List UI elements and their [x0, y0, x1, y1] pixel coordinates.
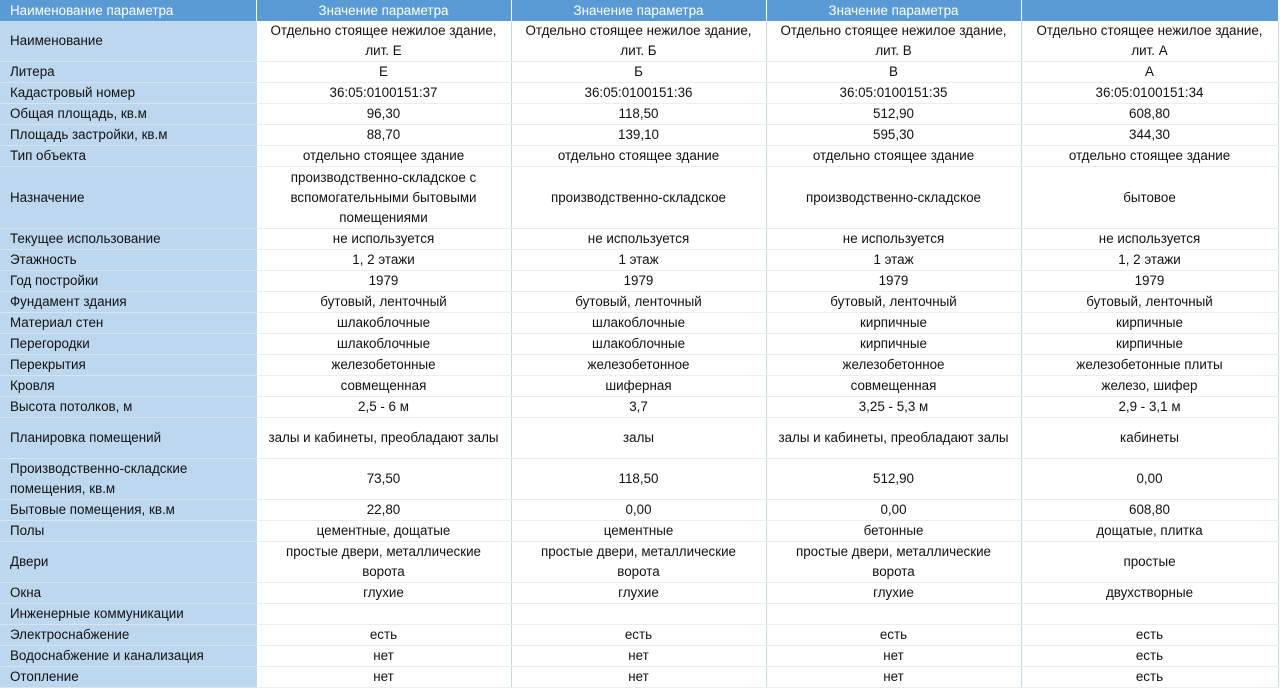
- value-cell: [766, 604, 1021, 625]
- value-cell: производственно-складское: [766, 167, 1021, 229]
- table-row: [0, 459, 1278, 500]
- value-cell: Е: [256, 62, 511, 83]
- value-cell: А: [1021, 62, 1278, 83]
- value-cell: 1, 2 этажи: [1021, 250, 1278, 271]
- value-cell: глухие: [766, 583, 1021, 604]
- table-row: [0, 334, 1278, 355]
- row-label: Водоснабжение и канализация: [0, 646, 256, 667]
- value-cell: шиферная: [511, 376, 766, 397]
- row-label: Площадь застройки, кв.м: [0, 125, 256, 146]
- row-label: Электроснабжение: [0, 625, 256, 646]
- header-row: [0, 0, 1278, 21]
- table-row: [0, 104, 1278, 125]
- value-cell: цементные, дощатые: [256, 521, 511, 542]
- row-label: Материал стен: [0, 313, 256, 334]
- value-cell: 595,30: [766, 125, 1021, 146]
- value-cell: 1979: [511, 271, 766, 292]
- table-row: [0, 397, 1278, 418]
- row-label: Год постройки: [0, 271, 256, 292]
- table-row: [0, 376, 1278, 397]
- value-cell: железобетонное: [511, 355, 766, 376]
- value-cell: 118,50: [511, 104, 766, 125]
- value-cell: 1979: [1021, 271, 1278, 292]
- value-cell: совмещенная: [766, 376, 1021, 397]
- value-cell: простые двери, металлические ворота: [256, 542, 511, 583]
- value-cell: отдельно стоящее здание: [766, 146, 1021, 167]
- value-cell: железобетонные плиты: [1021, 355, 1278, 376]
- value-cell: нет: [511, 646, 766, 667]
- value-cell: В: [766, 62, 1021, 83]
- value-cell: 0,00: [511, 500, 766, 521]
- row-label: Высота потолков, м: [0, 397, 256, 418]
- value-cell: производственно-складское с вспомогательными бытовыми помещениями: [256, 167, 511, 229]
- value-cell: 1979: [766, 271, 1021, 292]
- row-label: Тип объекта: [0, 146, 256, 167]
- table-row: [0, 229, 1278, 250]
- row-label: Этажность: [0, 250, 256, 271]
- value-cell: бутовый, ленточный: [766, 292, 1021, 313]
- value-cell: бетонные: [766, 521, 1021, 542]
- row-label: Назначение: [0, 167, 256, 229]
- table-row: [0, 667, 1278, 688]
- row-label: Наименование: [0, 21, 256, 62]
- value-cell: отдельно стоящее здание: [511, 146, 766, 167]
- table-row: [0, 313, 1278, 334]
- value-cell: шлакоблочные: [511, 334, 766, 355]
- value-cell: залы: [511, 418, 766, 459]
- header-parameter-name: Наименование параметра: [0, 0, 256, 21]
- value-cell: 0,00: [766, 500, 1021, 521]
- row-label: Окна: [0, 583, 256, 604]
- value-cell: железобетонное: [766, 355, 1021, 376]
- value-cell: двухстворные: [1021, 583, 1278, 604]
- value-cell: цементные: [511, 521, 766, 542]
- value-cell: 1 этаж: [766, 250, 1021, 271]
- value-cell: кирпичные: [1021, 313, 1278, 334]
- value-cell: шлакоблочные: [256, 334, 511, 355]
- value-cell: простые: [1021, 542, 1278, 583]
- table-row: [0, 250, 1278, 271]
- row-label: Литера: [0, 62, 256, 83]
- table-row: [0, 604, 1278, 625]
- value-cell: есть: [256, 625, 511, 646]
- header-value: Значение параметра: [766, 0, 1021, 21]
- row-label: Производственно-складские помещения, кв.м: [0, 459, 256, 500]
- row-label: Перегородки: [0, 334, 256, 355]
- value-cell: [511, 604, 766, 625]
- row-label: Кровля: [0, 376, 256, 397]
- table-row: [0, 521, 1278, 542]
- value-cell: железо, шифер: [1021, 376, 1278, 397]
- row-label: Полы: [0, 521, 256, 542]
- value-cell: глухие: [511, 583, 766, 604]
- value-cell: 512,90: [766, 459, 1021, 500]
- value-cell: 512,90: [766, 104, 1021, 125]
- value-cell: 96,30: [256, 104, 511, 125]
- value-cell: простые двери, металлические ворота: [511, 542, 766, 583]
- row-label: Двери: [0, 542, 256, 583]
- value-cell: кирпичные: [766, 334, 1021, 355]
- header-value: Значение параметра: [511, 0, 766, 21]
- value-cell: [1021, 604, 1278, 625]
- table-row: [0, 62, 1278, 83]
- value-cell: залы и кабинеты, преобладают залы: [256, 418, 511, 459]
- value-cell: дощатые, плитка: [1021, 521, 1278, 542]
- value-cell: 3,7: [511, 397, 766, 418]
- value-cell: 608,80: [1021, 104, 1278, 125]
- value-cell: кирпичные: [1021, 334, 1278, 355]
- value-cell: отдельно стоящее здание: [256, 146, 511, 167]
- value-cell: нет: [256, 646, 511, 667]
- value-cell: 36:05:0100151:34: [1021, 83, 1278, 104]
- table-row: [0, 292, 1278, 313]
- value-cell: шлакоблочные: [256, 313, 511, 334]
- value-cell: не используется: [766, 229, 1021, 250]
- value-cell: кабинеты: [1021, 418, 1278, 459]
- value-cell: 118,50: [511, 459, 766, 500]
- value-cell: 88,70: [256, 125, 511, 146]
- value-cell: бутовый, ленточный: [1021, 292, 1278, 313]
- value-cell: Отдельно стоящее нежилое здание, лит. В: [766, 21, 1021, 62]
- table-row: [0, 125, 1278, 146]
- value-cell: есть: [766, 625, 1021, 646]
- table-row: [0, 418, 1278, 459]
- value-cell: 36:05:0100151:37: [256, 83, 511, 104]
- value-cell: не используется: [511, 229, 766, 250]
- table-row: [0, 542, 1278, 583]
- value-cell: 2,5 - 6 м: [256, 397, 511, 418]
- value-cell: производственно-складское: [511, 167, 766, 229]
- row-label: Инженерные коммуникации: [0, 604, 256, 625]
- value-cell: 139,10: [511, 125, 766, 146]
- value-cell: 1979: [256, 271, 511, 292]
- value-cell: не используется: [1021, 229, 1278, 250]
- table-row: [0, 83, 1278, 104]
- value-cell: 1, 2 этажи: [256, 250, 511, 271]
- row-label: Текущее использование: [0, 229, 256, 250]
- table-row: [0, 625, 1278, 646]
- table-row: [0, 21, 1278, 62]
- value-cell: совмещенная: [256, 376, 511, 397]
- value-cell: шлакоблочные: [511, 313, 766, 334]
- table-row: [0, 583, 1278, 604]
- value-cell: железобетонные: [256, 355, 511, 376]
- value-cell: есть: [1021, 625, 1278, 646]
- row-label: Перекрытия: [0, 355, 256, 376]
- value-cell: 608,80: [1021, 500, 1278, 521]
- value-cell: залы и кабинеты, преобладают залы: [766, 418, 1021, 459]
- table-row: [0, 146, 1278, 167]
- header-value: [1021, 0, 1278, 21]
- value-cell: нет: [766, 667, 1021, 688]
- value-cell: есть: [1021, 667, 1278, 688]
- table-row: [0, 167, 1278, 229]
- row-label: Планировка помещений: [0, 418, 256, 459]
- value-cell: Отдельно стоящее нежилое здание, лит. А: [1021, 21, 1278, 62]
- row-label: Кадастровый номер: [0, 83, 256, 104]
- value-cell: бытовое: [1021, 167, 1278, 229]
- value-cell: нет: [511, 667, 766, 688]
- value-cell: есть: [1021, 646, 1278, 667]
- value-cell: бутовый, ленточный: [256, 292, 511, 313]
- value-cell: 36:05:0100151:35: [766, 83, 1021, 104]
- value-cell: бутовый, ленточный: [511, 292, 766, 313]
- table-row: [0, 271, 1278, 292]
- row-label: Бытовые помещения, кв.м: [0, 500, 256, 521]
- value-cell: 73,50: [256, 459, 511, 500]
- table-row: [0, 355, 1278, 376]
- value-cell: есть: [511, 625, 766, 646]
- value-cell: [256, 604, 511, 625]
- value-cell: 3,25 - 5,3 м: [766, 397, 1021, 418]
- value-cell: отдельно стоящее здание: [1021, 146, 1278, 167]
- value-cell: 36:05:0100151:36: [511, 83, 766, 104]
- value-cell: 344,30: [1021, 125, 1278, 146]
- value-cell: 0,00: [1021, 459, 1278, 500]
- row-label: Фундамент здания: [0, 292, 256, 313]
- value-cell: нет: [256, 667, 511, 688]
- row-label: Общая площадь, кв.м: [0, 104, 256, 125]
- value-cell: кирпичные: [766, 313, 1021, 334]
- table-row: [0, 500, 1278, 521]
- value-cell: 2,9 - 3,1 м: [1021, 397, 1278, 418]
- value-cell: простые двери, металлические ворота: [766, 542, 1021, 583]
- value-cell: не используется: [256, 229, 511, 250]
- value-cell: Б: [511, 62, 766, 83]
- value-cell: нет: [766, 646, 1021, 667]
- value-cell: Отдельно стоящее нежилое здание, лит. Е: [256, 21, 511, 62]
- table-row: [0, 646, 1278, 667]
- value-cell: 1 этаж: [511, 250, 766, 271]
- header-value: Значение параметра: [256, 0, 511, 21]
- value-cell: 22,80: [256, 500, 511, 521]
- row-label: Отопление: [0, 667, 256, 688]
- value-cell: глухие: [256, 583, 511, 604]
- value-cell: Отдельно стоящее нежилое здание, лит. Б: [511, 21, 766, 62]
